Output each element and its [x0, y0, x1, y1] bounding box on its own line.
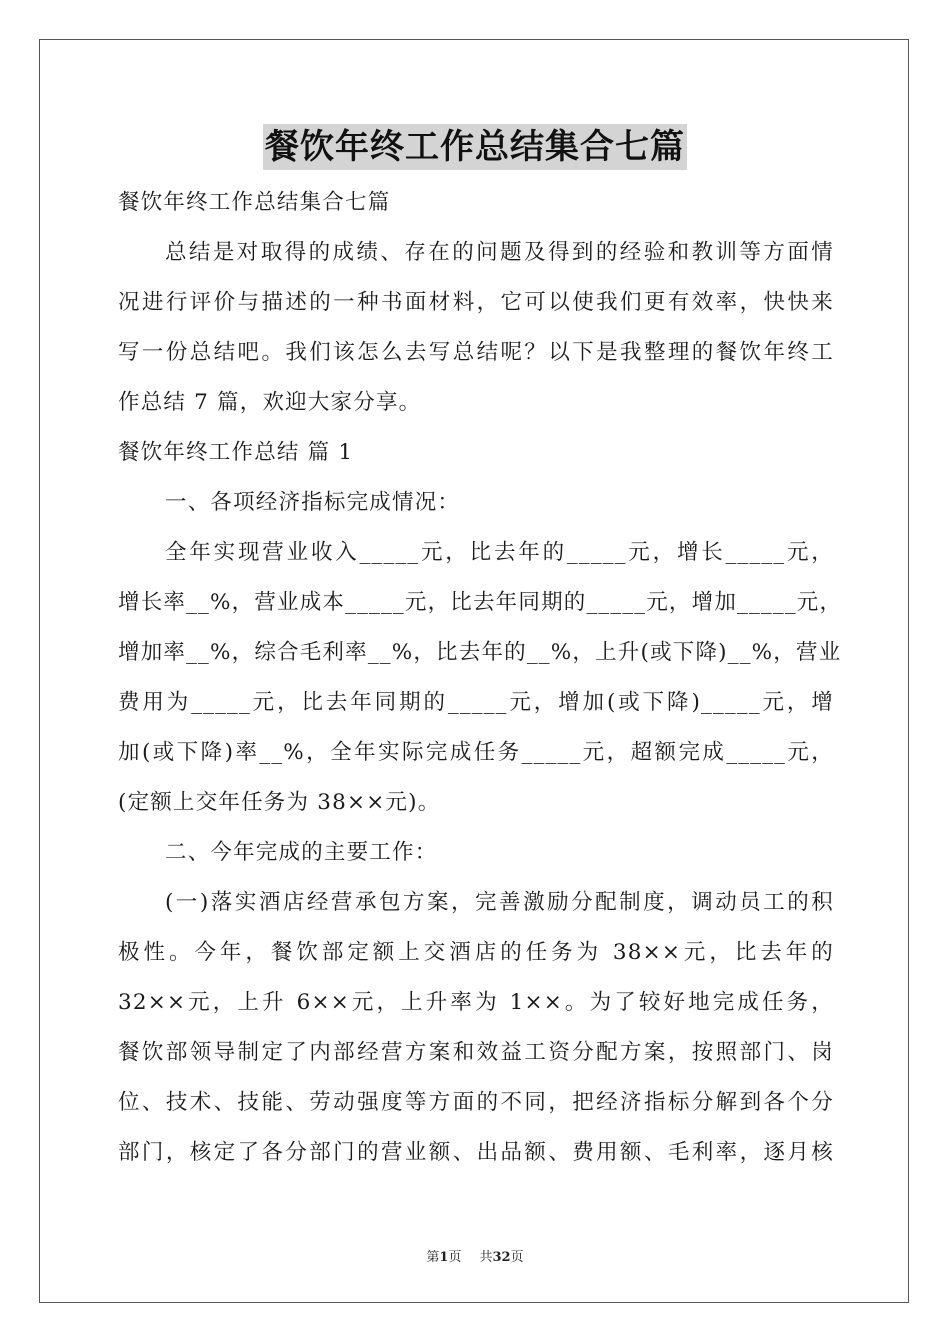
paragraph-line: 32××元，上升 6××元，上升率为 1××。为了较好地完成任务，	[118, 990, 834, 1015]
document-body	[118, 178, 843, 1178]
paragraph-line: (一)落实酒店经营承包方案，完善激励分配制度，调动员工的积	[165, 890, 834, 915]
subsection-heading: 二、今年完成的主要工作：	[165, 840, 438, 865]
paragraph-line: 作总结 7 篇，欢迎大家分享。	[118, 390, 422, 415]
paragraph-line: 部门，核定了各分部门的营业额、出品额、费用额、毛利率，逐月核	[118, 1140, 834, 1165]
paragraph-line: 餐饮部领导制定了内部经营方案和效益工资分配方案，按照部门、岗	[118, 1040, 834, 1065]
total-page-number: 32	[492, 1250, 511, 1265]
document-title: 餐饮年终工作总结集合七篇	[263, 124, 687, 170]
page-label-suffix: 页	[448, 1250, 462, 1265]
subsection-heading: 一、各项经济指标完成情况：	[165, 490, 461, 515]
title-block	[0, 124, 950, 170]
paragraph-line: 极性。今年，餐饮部定额上交酒店的任务为 38××元，比去年的	[118, 940, 834, 965]
paragraph-line: 总结是对取得的成绩、存在的问题及得到的经验和教训等方面情	[165, 240, 834, 265]
paragraph-line: 况进行评价与描述的一种书面材料，它可以使我们更有效率，快快来	[118, 290, 834, 315]
paragraph-line: (定额上交年任务为 38××元)。	[118, 790, 441, 815]
page-footer	[0, 1246, 950, 1265]
paragraph-line: 增加率__%，综合毛利率__%，比去年的__%，上升(或下降)__%，营业	[118, 640, 842, 665]
section-heading: 餐饮年终工作总结 篇 1	[118, 440, 354, 465]
paragraph-line: 费用为_____元，比去年同期的_____元，增加(或下降)_____元，增	[118, 690, 834, 715]
current-page-number: 1	[439, 1250, 449, 1265]
page-label-prefix: 第	[426, 1250, 440, 1265]
subtitle-line: 餐饮年终工作总结集合七篇	[118, 190, 391, 215]
paragraph-line: 写一份总结吧。我们该怎么去写总结呢？以下是我整理的餐饮年终工	[118, 340, 834, 365]
paragraph-line: 全年实现营业收入_____元，比去年的_____元，增长_____元，	[165, 540, 834, 565]
total-label-suffix: 页	[510, 1250, 524, 1265]
paragraph-line: 加(或下降)率__%，全年实际完成任务_____元，超额完成_____元，	[118, 740, 834, 765]
total-label-prefix: 共	[479, 1250, 493, 1265]
paragraph-line: 增长率__%，营业成本_____元，比去年同期的_____元，增加_____元，	[118, 590, 843, 615]
paragraph-line: 位、技术、技能、劳动强度等方面的不同，把经济指标分解到各个分	[118, 1090, 834, 1115]
